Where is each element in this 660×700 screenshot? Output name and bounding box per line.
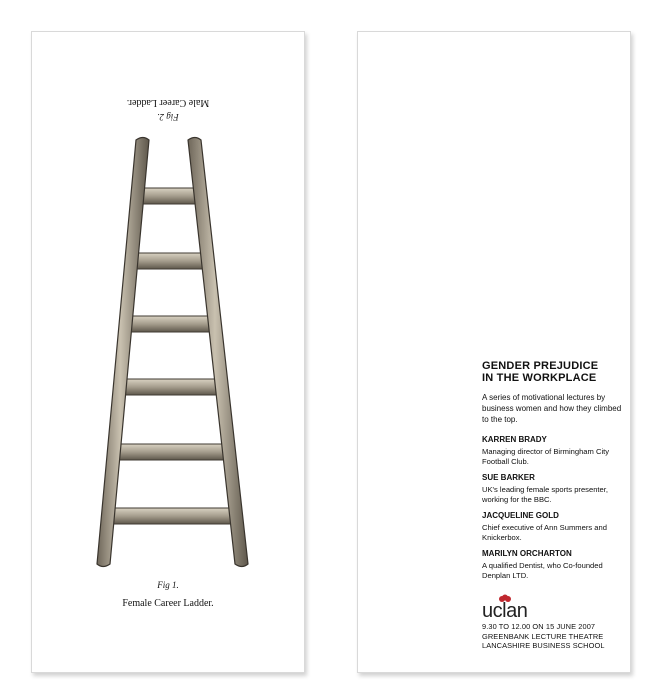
ladder-rung xyxy=(126,316,212,332)
uclan-logo xyxy=(482,594,542,624)
ladder-rung xyxy=(119,379,219,395)
intro-text: A series of motivational lectures by business women and how they climbed to the top. xyxy=(482,393,622,424)
lecture-info xyxy=(482,360,622,587)
speaker-name: JACQUELINE GOLD xyxy=(482,511,559,520)
right-card xyxy=(357,31,631,673)
fig2-number: Fig 2. xyxy=(157,112,179,122)
speaker-desc: Managing director of Birmingham City Football Club. xyxy=(482,447,610,466)
fig1-number: Fig 1. xyxy=(157,580,179,590)
logo-text: uclan xyxy=(482,600,528,622)
fig1-caption: Female Career Ladder. xyxy=(122,598,214,609)
event-details xyxy=(482,622,632,651)
event-venue: GREENBANK LECTURE THEATRE xyxy=(482,631,604,641)
ladder-illustration xyxy=(92,132,252,572)
speaker-name: KARREN BRADY xyxy=(482,435,547,444)
ladder-right-rail xyxy=(188,138,248,567)
speaker-desc: UK's leading female sports presenter, working for the BBC. xyxy=(482,485,608,504)
ladder-rung xyxy=(104,508,234,524)
ladder-rung xyxy=(140,188,198,204)
ladder-left-rail xyxy=(97,138,149,567)
speaker-desc: A qualified Dentist, who Co-founded Denplan LTD. xyxy=(482,561,603,580)
speaker-name: SUE BARKER xyxy=(482,473,535,482)
left-card xyxy=(31,31,305,673)
title-line-2: IN THE WORKPLACE xyxy=(482,372,597,384)
page-title xyxy=(482,360,622,384)
speaker-desc: Chief executive of Ann Summers and Knickerbox. xyxy=(482,523,607,542)
ladder-rung xyxy=(133,253,205,269)
event-date-time: 9.30 TO 12.00 ON 15 JUNE 2007 xyxy=(482,622,596,631)
title-line-1: GENDER PREJUDICE xyxy=(482,360,599,372)
event-school: LANCASHIRE BUSINESS SCHOOL xyxy=(482,641,605,650)
fig2-caption: Male Career Ladder. xyxy=(126,97,210,108)
ladder-rung xyxy=(112,444,226,460)
speaker-name: MARILYN ORCHARTON xyxy=(482,549,572,558)
